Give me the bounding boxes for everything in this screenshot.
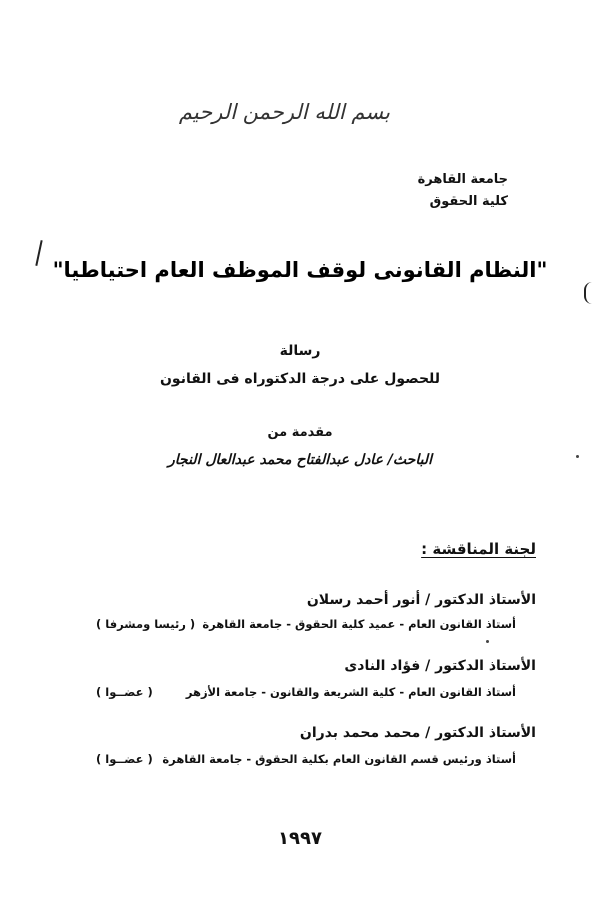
committee-member-tag: ( عضــوا ) (96, 752, 153, 766)
committee-member-name: الأستاذ الدكتور / أنور أحمد رسلان (306, 592, 536, 608)
university-name: جامعة القاهرة (417, 172, 508, 187)
faculty-name: كلية الحقوق (429, 194, 508, 209)
thesis-title: "النظام القانونى لوقف الموظف العام احتياطيا" (52, 258, 548, 282)
researcher-name: الباحث/ عادل عبدالفتاح محمد عبدالعال النجار (168, 452, 432, 468)
committee-member-role: أستاذ ورئيس قسم القانون العام بكلية الحقوق - جامعة القاهرة (162, 752, 516, 766)
scan-dot (486, 640, 489, 643)
basmala-calligraphy: بسم الله الرحمن الرحيم (178, 100, 390, 124)
committee-member-role: أستاذ القانون العام - عميد كلية الحقوق - جامعة القاهرة (202, 617, 516, 631)
committee-member-name: الأستاذ الدكتور / محمد محمد بدران (299, 725, 536, 741)
year: ١٩٩٧ (278, 828, 322, 849)
committee-heading: لجنة المناقشة : (421, 540, 536, 558)
committee-member-name: الأستاذ الدكتور / فؤاد النادى (344, 658, 536, 674)
presented-by-label: مقدمة من (267, 425, 333, 440)
degree-purpose: للحصول على درجة الدكتوراه فى القانون (159, 371, 441, 387)
scan-mark (584, 282, 594, 304)
committee-member-tag: ( رئيسا ومشرفا ) (96, 617, 196, 631)
scan-dot (576, 455, 579, 458)
committee-member-tag: ( عضــوا ) (96, 685, 153, 699)
committee-member-role: أستاذ القانون العام - كلية الشريعة والقانون - جامعة الأزهر (185, 685, 516, 699)
thesis-type: رسالة (279, 343, 321, 359)
